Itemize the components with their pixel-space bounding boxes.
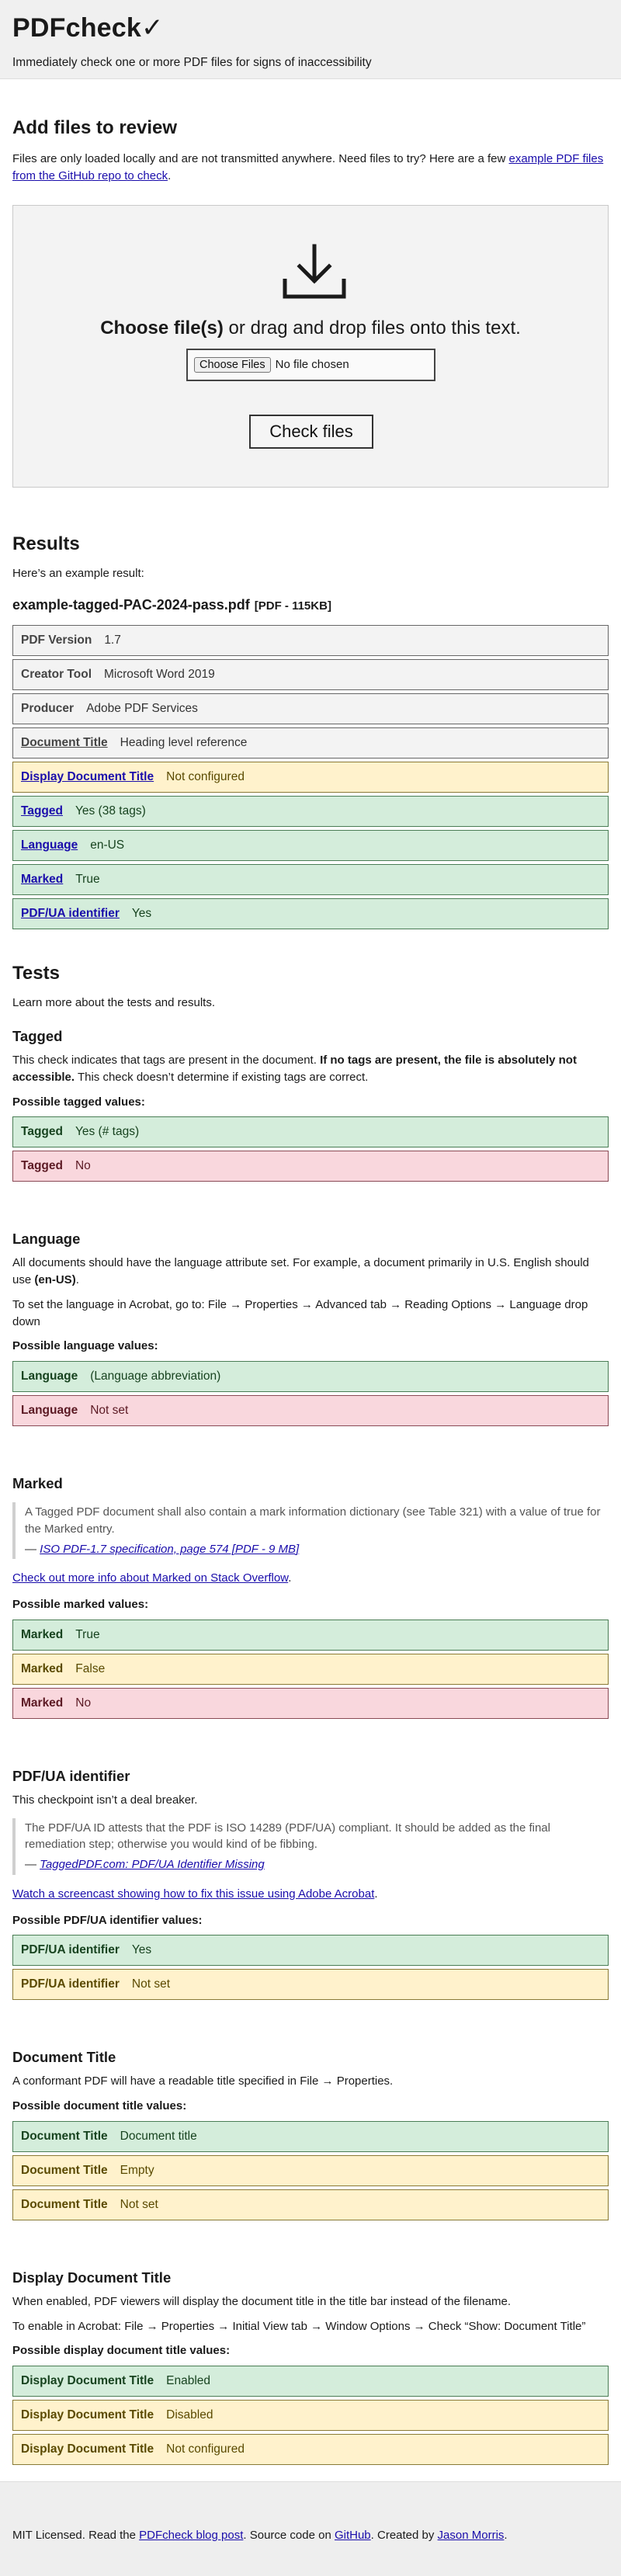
add-files-section bbox=[12, 79, 609, 488]
choose-files-rest: or drag and drop files onto this text. bbox=[223, 317, 521, 338]
marked-quote-text: A Tagged PDF document shall also contain a mark information dictionary (see Table 321) with a value of true for the Marked entry. bbox=[25, 1505, 601, 1536]
result-row-display-document-title bbox=[12, 762, 609, 793]
pdfua-values-label: Possible PDF/UA identifier values: bbox=[12, 1913, 203, 1927]
tagged-desc-a: This check indicates that tags are present in the document. bbox=[12, 1054, 321, 1067]
result-value: Not configured bbox=[166, 2442, 245, 2456]
result-row-marked bbox=[12, 1620, 609, 1651]
result-value: Empty bbox=[120, 2163, 154, 2177]
tests-intro: Learn more about the tests and results. bbox=[12, 996, 215, 1010]
result-label: Tagged bbox=[21, 1159, 63, 1173]
example-files-link[interactable]: example PDF files from the GitHub repo to check bbox=[12, 152, 604, 182]
result-row-marked bbox=[12, 1688, 609, 1719]
add-files-intro-text: Files are only loaded locally and are not transmitted anywhere. Need files to try? Here are a few bbox=[12, 152, 509, 165]
result-row-display-document-title bbox=[12, 2400, 609, 2431]
add-files-heading: Add files to review bbox=[12, 117, 178, 138]
result-row-document-title bbox=[12, 2121, 609, 2152]
language-desc-a: All documents should have the language attribute set. For example, a document primarily in U.S. English should use bbox=[12, 1256, 589, 1286]
footer-text-1: MIT Licensed. Read the bbox=[12, 2529, 140, 2542]
result-value: False bbox=[75, 1661, 106, 1675]
result-value: Yes (38 tags) bbox=[75, 804, 146, 818]
result-file-title: example-tagged-PAC-2024-pass.pdf bbox=[12, 597, 250, 613]
test-display-title bbox=[12, 2253, 609, 2465]
pdfua-screencast bbox=[12, 1886, 609, 1903]
displaytitle-values-list bbox=[12, 2366, 609, 2465]
result-label: Marked bbox=[21, 1627, 64, 1641]
marked-heading: Marked bbox=[12, 1475, 63, 1491]
tagged-desc-b: If no tags are present, the file is absolutely not accessible. bbox=[12, 1054, 577, 1084]
result-label[interactable]: Document Title bbox=[21, 736, 108, 750]
result-value: 1.7 bbox=[104, 634, 121, 647]
choose-files-prompt bbox=[13, 315, 608, 342]
iso-spec-link[interactable]: ISO PDF-1.7 specification, page 574 [PDF - 9 MB] bbox=[40, 1542, 300, 1556]
doctitle-values-list bbox=[12, 2121, 609, 2220]
results-section bbox=[12, 488, 609, 930]
result-value: Document title bbox=[120, 2129, 197, 2143]
result-label: Marked bbox=[21, 1661, 64, 1675]
site-header bbox=[0, 0, 621, 79]
result-row-document-title bbox=[12, 2189, 609, 2220]
result-label: Producer bbox=[21, 702, 75, 716]
result-row-language bbox=[12, 1361, 609, 1392]
result-value: No bbox=[75, 1696, 92, 1710]
language-desc-b: (en-US) bbox=[34, 1273, 76, 1286]
result-row-pdf-ua-identifier bbox=[12, 1969, 609, 2000]
marked-values-label: Possible marked values: bbox=[12, 1598, 149, 1611]
result-value: No bbox=[75, 1159, 91, 1173]
result-label: Marked bbox=[21, 1696, 64, 1710]
doctitle-values-label: Possible document title values: bbox=[12, 2099, 187, 2113]
marked-quote-cite bbox=[25, 1541, 609, 1558]
screencast-link[interactable]: Watch a screencast showing how to fix this issue using Adobe Acrobat bbox=[12, 1887, 375, 1901]
pdfua-quote-text: The PDF/UA ID attests that the PDF is ISO 14289 (PDF/UA) compliant. It should be added as the final remediation step; otherwise you would kind of be fibbing. bbox=[25, 1821, 550, 1852]
result-value: True bbox=[75, 873, 100, 887]
tests-section bbox=[12, 932, 609, 2465]
footer-text-2: . Source code on bbox=[243, 2529, 335, 2542]
language-description bbox=[12, 1255, 609, 1289]
result-value: Yes (# tags) bbox=[75, 1125, 140, 1139]
marked-more-info-end: . bbox=[288, 1571, 292, 1585]
result-value: Microsoft Word 2019 bbox=[104, 668, 215, 682]
choose-files-strong: Choose file(s) bbox=[100, 317, 224, 338]
result-value: (Language abbreviation) bbox=[90, 1369, 221, 1383]
language-description-2: To set the language in Acrobat, go to: File → Properties → Advanced tab → Reading Options → Language drop down bbox=[12, 1297, 588, 1328]
check-files-button[interactable]: Check files bbox=[249, 415, 373, 449]
result-label: Display Document Title bbox=[21, 2373, 154, 2387]
result-label[interactable]: Marked bbox=[21, 873, 64, 887]
download-tray-icon bbox=[281, 243, 348, 300]
result-file-meta: [PDF - 115KB] bbox=[254, 599, 331, 613]
result-label: Document Title bbox=[21, 2197, 108, 2211]
marked-quote bbox=[12, 1502, 609, 1559]
result-label[interactable]: Tagged bbox=[21, 804, 63, 818]
result-row-marked bbox=[12, 864, 609, 895]
footer-text-4: . bbox=[504, 2529, 508, 2542]
file-input[interactable] bbox=[186, 349, 435, 381]
file-status: No file chosen bbox=[275, 357, 349, 371]
result-row-pdf-ua-identifier bbox=[12, 1935, 609, 1966]
results-intro: Here’s an example result: bbox=[12, 566, 144, 580]
result-row-display-document-title bbox=[12, 2434, 609, 2465]
pdfua-quote-cite bbox=[25, 1856, 609, 1873]
result-label: PDF/UA identifier bbox=[21, 1943, 120, 1957]
result-label: Tagged bbox=[21, 1125, 63, 1139]
pdfua-values-list bbox=[12, 1935, 609, 2000]
pdfua-heading: PDF/UA identifier bbox=[12, 1767, 130, 1784]
test-language bbox=[12, 1214, 609, 1426]
pdfua-cite-dash: — bbox=[25, 1858, 40, 1871]
add-files-intro bbox=[12, 151, 609, 185]
result-row-tagged bbox=[12, 796, 609, 827]
result-row-language bbox=[12, 830, 609, 861]
result-label: Language bbox=[21, 1403, 78, 1417]
footer-text-3: . Created by bbox=[370, 2529, 438, 2542]
main-content bbox=[0, 79, 621, 2465]
result-row-pdf-version bbox=[12, 625, 609, 656]
result-value: en-US bbox=[90, 838, 125, 852]
github-link[interactable]: GitHub bbox=[334, 2529, 371, 2542]
tagged-values-list bbox=[12, 1116, 609, 1182]
result-label: PDF Version bbox=[21, 634, 92, 647]
result-file-name bbox=[12, 595, 609, 616]
taggedpdf-link[interactable]: TaggedPDF.com: PDF/UA Identifier Missing bbox=[40, 1858, 265, 1871]
result-row-document-title bbox=[12, 727, 609, 759]
result-value: Enabled bbox=[166, 2373, 211, 2387]
result-label: Language bbox=[21, 1369, 78, 1383]
test-tagged bbox=[12, 1012, 609, 1182]
result-list bbox=[12, 625, 609, 929]
result-row-tagged bbox=[12, 1151, 609, 1182]
tagged-values-label: Possible tagged values: bbox=[12, 1095, 145, 1109]
choose-files-button[interactable]: Choose Files bbox=[194, 357, 271, 373]
pdfua-screencast-end: . bbox=[374, 1887, 378, 1901]
result-row-display-document-title bbox=[12, 2366, 609, 2397]
result-row-creator-tool bbox=[12, 659, 609, 690]
pdfua-description: This checkpoint isn’t a deal breaker. bbox=[12, 1793, 198, 1807]
result-row-tagged bbox=[12, 1116, 609, 1147]
language-values-label: Possible language values: bbox=[12, 1339, 158, 1353]
result-value: Disabled bbox=[166, 2408, 213, 2422]
doctitle-description: A conformant PDF will have a readable title specified in File → Properties. bbox=[12, 2074, 394, 2088]
result-label: Display Document Title bbox=[21, 2408, 154, 2422]
doctitle-heading: Document Title bbox=[12, 2049, 116, 2066]
tagged-heading: Tagged bbox=[12, 1028, 63, 1044]
result-row-language bbox=[12, 1395, 609, 1426]
result-value: Not set bbox=[90, 1403, 129, 1417]
displaytitle-description: When enabled, PDF viewers will display the document title in the title bar instead of the filename. bbox=[12, 2294, 511, 2308]
stack-overflow-link[interactable]: Check out more info about Marked on Stack Overflow bbox=[12, 1571, 289, 1585]
language-values-list bbox=[12, 1361, 609, 1426]
result-value: True bbox=[75, 1627, 100, 1641]
test-pdfua bbox=[12, 1751, 609, 2001]
result-value: Not configured bbox=[166, 770, 245, 784]
marked-more-info bbox=[12, 1570, 609, 1587]
result-value: Not set bbox=[120, 2197, 158, 2211]
pdfua-quote bbox=[12, 1818, 609, 1875]
marked-cite-dash: — bbox=[25, 1542, 40, 1556]
tests-heading: Tests bbox=[12, 963, 60, 984]
result-row-pdf-ua-identifier bbox=[12, 898, 609, 929]
file-dropzone[interactable] bbox=[12, 205, 609, 488]
results-heading: Results bbox=[12, 533, 80, 554]
site-title: PDFcheck✓ bbox=[12, 13, 164, 43]
add-files-intro-end: . bbox=[168, 168, 172, 182]
result-value: Yes bbox=[131, 1943, 152, 1957]
result-row-marked bbox=[12, 1654, 609, 1685]
displaytitle-description-2: To enable in Acrobat: File → Properties → Initial View tab → Window Options → Check “Show: Document Title” bbox=[12, 2319, 586, 2333]
author-link[interactable]: Jason Morris bbox=[437, 2529, 505, 2542]
result-value: Adobe PDF Services bbox=[86, 702, 198, 716]
language-desc-c: . bbox=[75, 1273, 79, 1286]
displaytitle-values-label: Possible display document title values: bbox=[12, 2344, 231, 2358]
blog-post-link[interactable]: PDFcheck blog post bbox=[139, 2529, 244, 2542]
site-tagline: Immediately check one or more PDF files for signs of inaccessibility bbox=[12, 56, 372, 69]
marked-values-list bbox=[12, 1620, 609, 1719]
site-footer bbox=[0, 2481, 621, 2576]
language-heading: Language bbox=[12, 1231, 81, 1248]
result-label: PDF/UA identifier bbox=[21, 1977, 120, 1991]
result-row-document-title bbox=[12, 2155, 609, 2186]
displaytitle-heading: Display Document Title bbox=[12, 2269, 172, 2286]
result-label: Display Document Title bbox=[21, 2442, 154, 2456]
result-label[interactable]: Language bbox=[21, 838, 78, 852]
tagged-description bbox=[12, 1052, 609, 1086]
result-value: Not set bbox=[131, 1977, 170, 1991]
result-row-producer bbox=[12, 693, 609, 724]
result-value: Heading level reference bbox=[120, 736, 248, 750]
tagged-desc-c: This check doesn’t determine if existing tags are correct. bbox=[75, 1070, 369, 1084]
test-document-title bbox=[12, 2033, 609, 2220]
result-label: Document Title bbox=[21, 2163, 108, 2177]
result-label[interactable]: PDF/UA identifier bbox=[21, 907, 120, 921]
result-value: Yes bbox=[131, 907, 152, 921]
result-label: Document Title bbox=[21, 2129, 108, 2143]
test-marked bbox=[12, 1459, 609, 1719]
result-label: Creator Tool bbox=[21, 668, 92, 682]
result-label[interactable]: Display Document Title bbox=[21, 770, 154, 784]
